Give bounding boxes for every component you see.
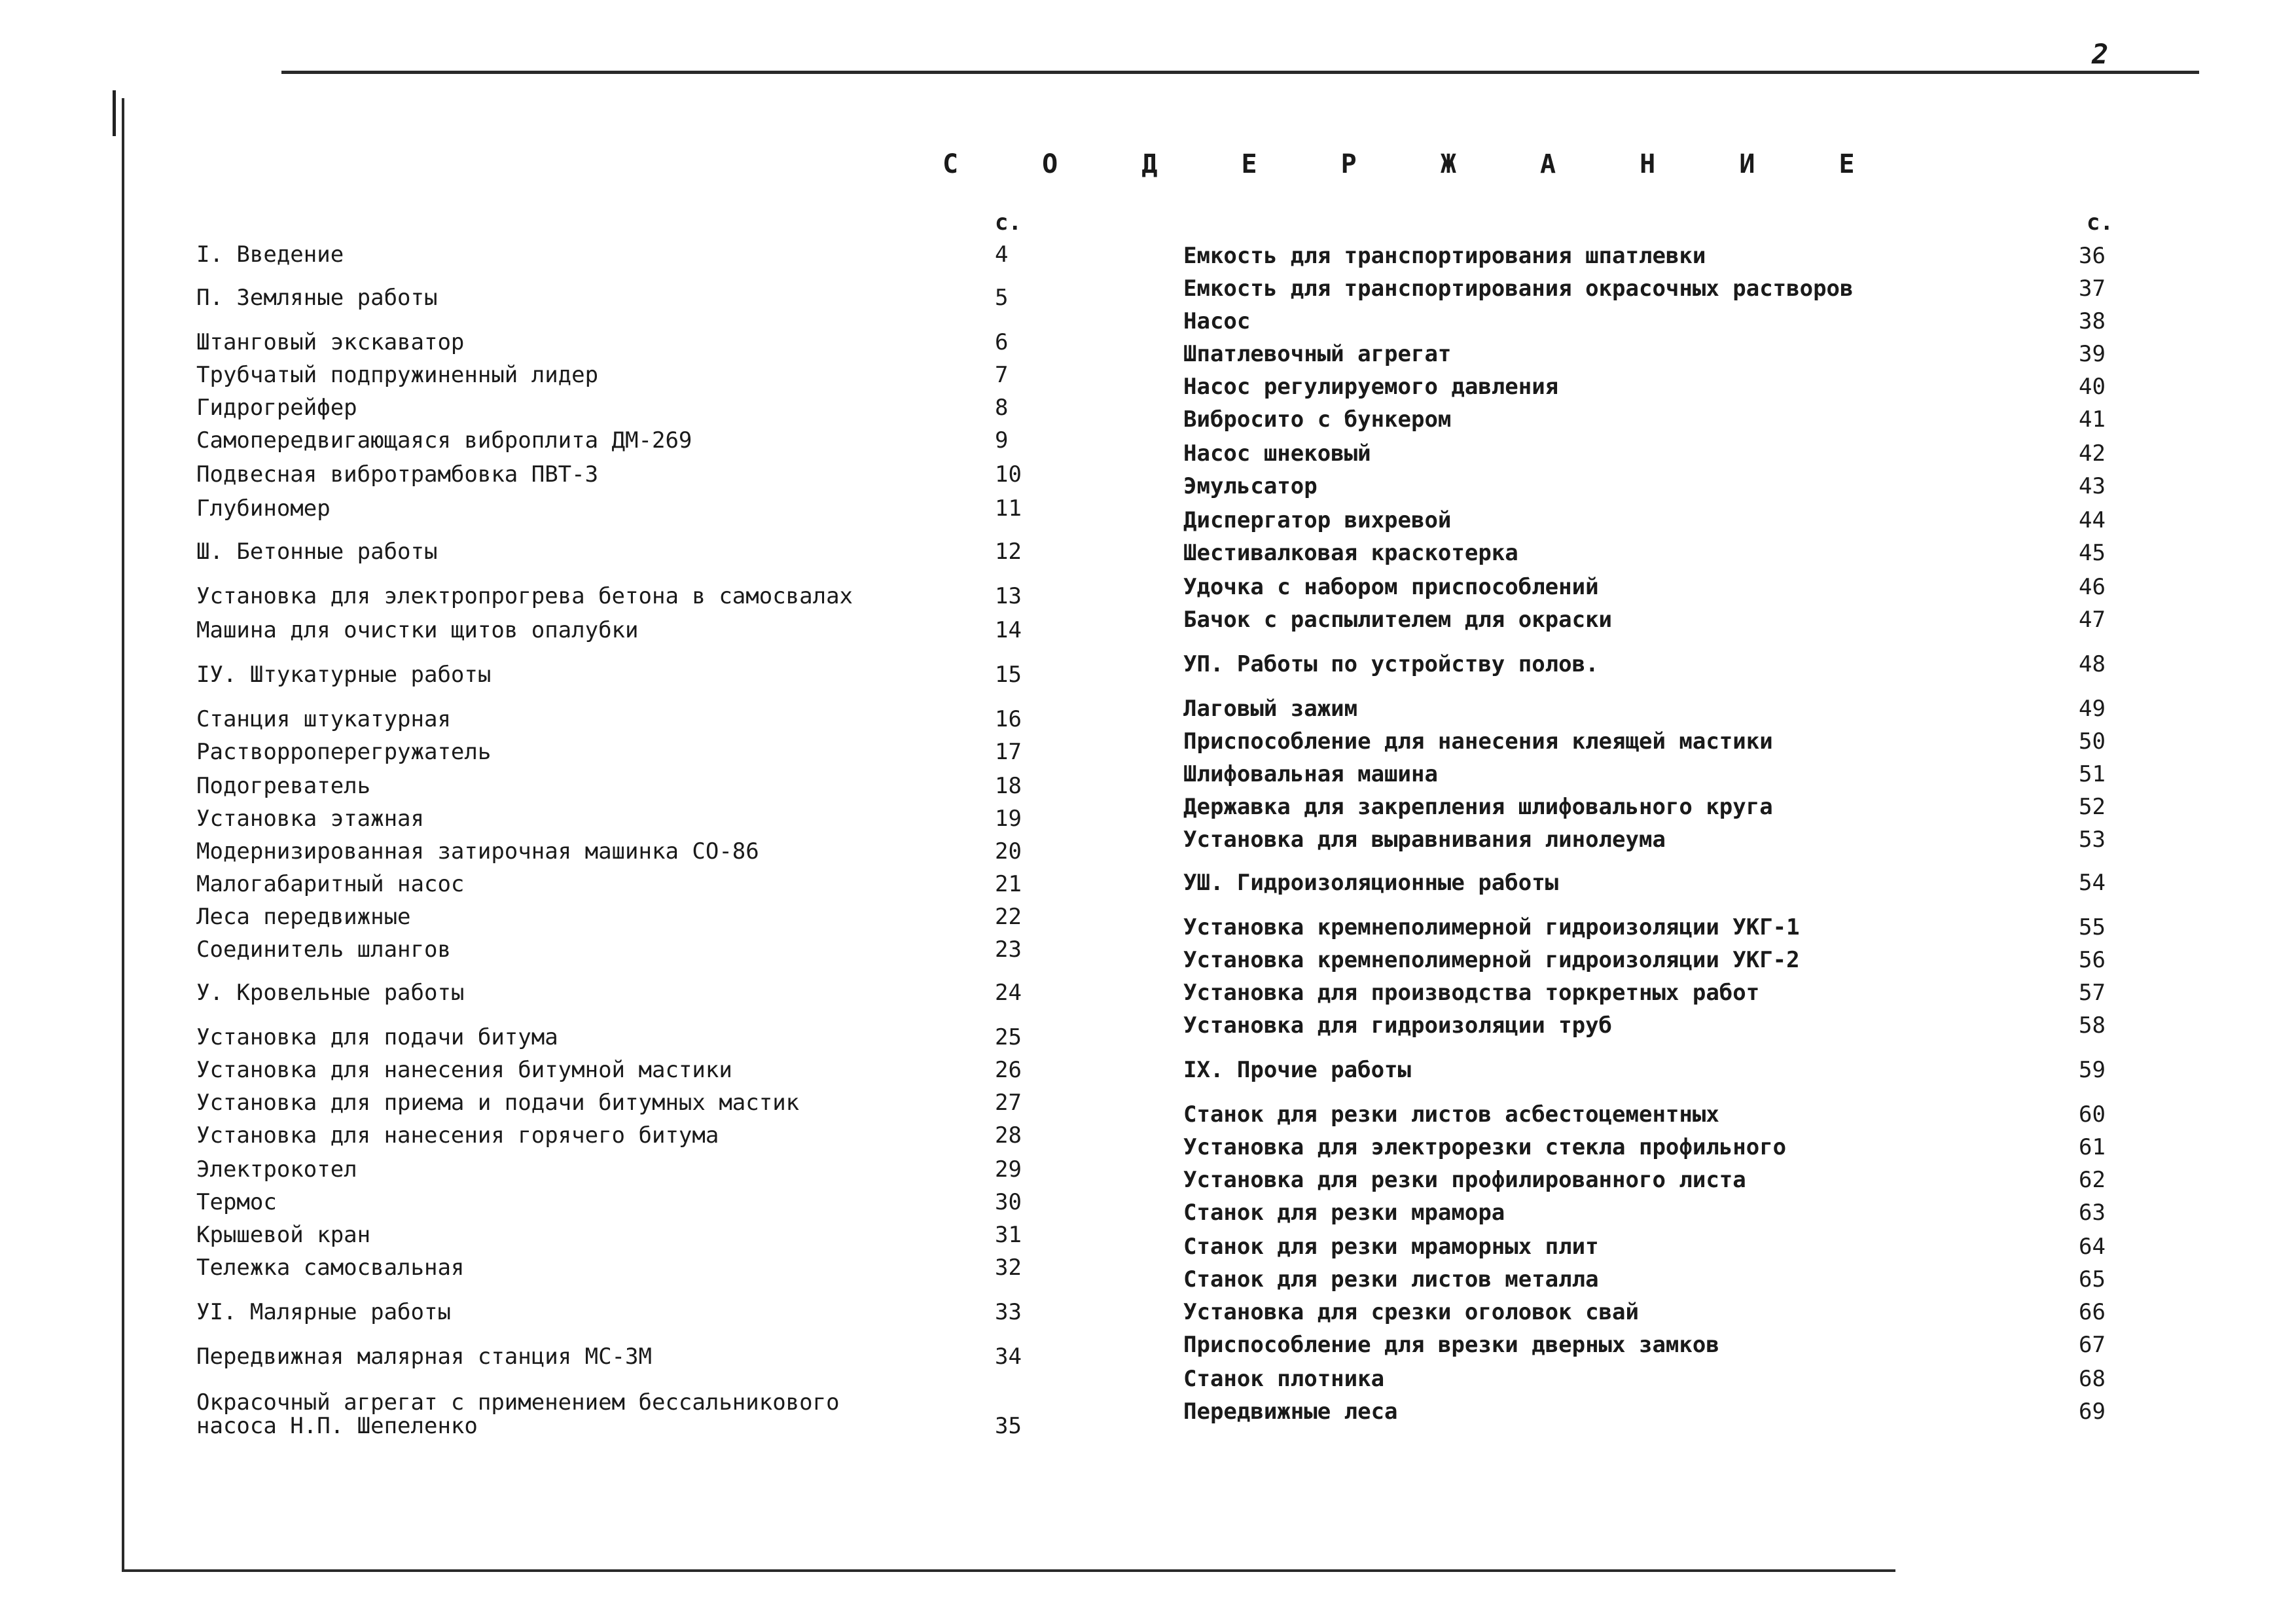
toc-entry-title: Диспергатор вихревой <box>1183 507 1452 533</box>
toc-entry-page: 30 <box>995 1189 1022 1215</box>
toc-entry-title: Станок для резки мрамора <box>1183 1200 1505 1226</box>
toc-entry-page: 36 <box>2079 243 2106 269</box>
toc-entry-page: 4 <box>995 241 1009 268</box>
toc-entry-title: У. Кровельные работы <box>196 980 465 1006</box>
toc-entry-page: 31 <box>995 1222 1022 1248</box>
toc-entry-page: 63 <box>2079 1200 2106 1226</box>
toc-entry-page: 65 <box>2079 1266 2106 1293</box>
toc-entry-page: 67 <box>2079 1332 2106 1358</box>
toc-entry-title: насоса Н.П. Шепеленко <box>196 1413 478 1439</box>
toc-entry-title: Емкость для транспортирования шпатлевки <box>1183 243 1706 269</box>
toc-entry-page: 53 <box>2079 827 2106 853</box>
toc-entry-title: Насос регулируемого давления <box>1183 374 1559 400</box>
toc-entry-title: Крышевой кран <box>196 1222 371 1248</box>
toc-entry-title: Установка для подачи битума <box>196 1024 558 1050</box>
toc-entry-title: Подвесная вибротрамбовка ПВТ-3 <box>196 461 599 488</box>
toc-entry-page: 45 <box>2079 540 2106 566</box>
toc-entry-page: 62 <box>2079 1167 2106 1193</box>
toc-entry-title: УI. Малярные работы <box>196 1299 451 1325</box>
toc-entry-title: Передвижная малярная станция МС-3М <box>196 1344 652 1370</box>
toc-entry-page: 5 <box>995 285 1009 311</box>
toc-entry-title: Термос <box>196 1189 277 1215</box>
toc-entry-page: 12 <box>995 539 1022 565</box>
toc-entry-title: Тележка самосвальная <box>196 1255 465 1281</box>
toc-entry-title: Установка кремнеполимерной гидроизоляции УКГ-2 <box>1183 947 1800 973</box>
toc-entry-page: 52 <box>2079 794 2106 820</box>
toc-entry-title: Растворроперегружатель <box>196 739 492 765</box>
toc-entry-page: 60 <box>2079 1101 2106 1128</box>
toc-entry-page: 56 <box>2079 947 2106 973</box>
toc-entry-page: 58 <box>2079 1012 2106 1039</box>
toc-entry-page: 18 <box>995 773 1022 799</box>
toc-entry-page: 42 <box>2079 440 2106 467</box>
toc-entry-title: Шестивалковая краскотерка <box>1183 540 1518 566</box>
toc-entry-title: Лаговый зажим <box>1183 696 1358 722</box>
toc-entry-title: Насос <box>1183 308 1251 334</box>
toc-entry-title: Электрокотел <box>196 1156 357 1183</box>
right-page-column-header: с. <box>2087 209 2113 236</box>
toc-entry-page: 59 <box>2079 1057 2106 1083</box>
toc-entry-title: Установка для резки профилированного листа <box>1183 1167 1746 1193</box>
toc-entry-title: Соединитель шлангов <box>196 936 451 963</box>
toc-entry-page: 40 <box>2079 374 2106 400</box>
toc-entry-page: 37 <box>2079 276 2106 302</box>
toc-entry-page: 57 <box>2079 980 2106 1006</box>
toc-entry-page: 43 <box>2079 473 2106 499</box>
toc-entry-title: Приспособление для нанесения клеящей мастики <box>1183 728 1773 755</box>
toc-entry-title: Самопередвигающаяся виброплита ДМ-269 <box>196 427 692 454</box>
toc-entry-title: Бачок с распылителем для окраски <box>1183 607 1613 633</box>
toc-entry-page: 6 <box>995 329 1009 355</box>
toc-entry-title: Установка этажная <box>196 806 424 832</box>
toc-entry-page: 68 <box>2079 1366 2106 1392</box>
margin-mark <box>113 90 116 136</box>
toc-entry-title: Гидрогрейфер <box>196 395 357 421</box>
toc-entry-page: 49 <box>2079 696 2106 722</box>
toc-entry-title: Установка для гидроизоляции труб <box>1183 1012 1613 1039</box>
toc-entry-page: 38 <box>2079 308 2106 334</box>
toc-entry-page: 14 <box>995 617 1022 643</box>
toc-entry-title: IX. Прочие работы <box>1183 1057 1411 1083</box>
toc-entry-page: 16 <box>995 706 1022 732</box>
toc-entry-title: Модернизированная затирочная машинка СО-86 <box>196 838 759 865</box>
toc-entry-page: 61 <box>2079 1134 2106 1160</box>
toc-entry-title: Установка для нанесения горячего битума <box>196 1122 719 1149</box>
toc-entry-title: Насос шнековый <box>1183 440 1371 467</box>
toc-entry-title: Установка для срезки оголовок свай <box>1183 1299 1639 1325</box>
toc-entry-title: Станок для резки мраморных плит <box>1183 1234 1599 1260</box>
toc-entry-title: Вибросито с бункером <box>1183 406 1452 433</box>
toc-entry-page: 35 <box>995 1413 1022 1439</box>
toc-entry-title: Удочка с набором приспособлений <box>1183 574 1599 600</box>
toc-entry-page: 34 <box>995 1344 1022 1370</box>
toc-entry-page: 66 <box>2079 1299 2106 1325</box>
toc-entry-page: 8 <box>995 395 1009 421</box>
toc-entry-title: Установка для электропрогрева бетона в самосвалах <box>196 583 853 609</box>
toc-entry-title: Шпатлевочный агрегат <box>1183 341 1452 367</box>
toc-entry-title: Станция штукатурная <box>196 706 451 732</box>
toc-entry-page: 23 <box>995 936 1022 963</box>
toc-entry-page: 32 <box>995 1255 1022 1281</box>
toc-entry-page: 50 <box>2079 728 2106 755</box>
toc-entry-page: 22 <box>995 904 1022 930</box>
toc-entry-page: 7 <box>995 362 1009 388</box>
toc-entry-page: 33 <box>995 1299 1022 1325</box>
toc-entry-title: П. Земляные работы <box>196 285 438 311</box>
bottom-rule <box>122 1569 1895 1572</box>
page-title: С О Д Е Р Ж А Н И Е <box>942 149 1889 179</box>
toc-entry-page: 51 <box>2079 761 2106 787</box>
toc-entry-title: Установка кремнеполимерной гидроизоляции УКГ-1 <box>1183 914 1800 940</box>
toc-entry-page: 69 <box>2079 1399 2106 1425</box>
page-number: 2 <box>2092 38 2109 70</box>
toc-entry-title: УП. Работы по устройству полов. <box>1183 651 1599 677</box>
toc-entry-page: 39 <box>2079 341 2106 367</box>
toc-entry-title: Малогабаритный насос <box>196 871 465 897</box>
toc-entry-page: 55 <box>2079 914 2106 940</box>
toc-entry-page: 11 <box>995 495 1022 522</box>
toc-entry-page: 10 <box>995 461 1022 488</box>
toc-entry-page: 46 <box>2079 574 2106 600</box>
toc-entry-page: 25 <box>995 1024 1022 1050</box>
toc-entry-title: Емкость для транспортирования окрасочных растворов <box>1183 276 1854 302</box>
toc-entry-page: 27 <box>995 1090 1022 1116</box>
toc-entry-title: Эмульсатор <box>1183 473 1318 499</box>
toc-entry-title: Штанговый экскаватор <box>196 329 465 355</box>
toc-entry-page: 20 <box>995 838 1022 865</box>
toc-entry-page: 9 <box>995 427 1009 454</box>
toc-entry-page: 54 <box>2079 870 2106 896</box>
toc-entry-title: Державка для закрепления шлифовального круга <box>1183 794 1773 820</box>
left-rule <box>122 98 124 1571</box>
toc-entry-title: Окрасочный агрегат с применением бессальникового <box>196 1389 840 1416</box>
toc-entry-title: Установка для электрорезки стекла профильного <box>1183 1134 1787 1160</box>
left-page-column-header: с. <box>995 209 1022 236</box>
top-rule <box>281 71 2199 74</box>
toc-entry-page: 44 <box>2079 507 2106 533</box>
toc-entry-page: 15 <box>995 662 1022 688</box>
toc-entry-title: Шлифовальная машина <box>1183 761 1438 787</box>
toc-entry-page: 24 <box>995 980 1022 1006</box>
toc-entry-page: 19 <box>995 806 1022 832</box>
toc-entry-page: 64 <box>2079 1234 2106 1260</box>
toc-entry-page: 28 <box>995 1122 1022 1149</box>
toc-entry-title: Передвижные леса <box>1183 1399 1398 1425</box>
toc-entry-title: Установка для приема и подачи битумных мастик <box>196 1090 800 1116</box>
toc-entry-title: Установка для выравнивания линолеума <box>1183 827 1666 853</box>
toc-entry-title: I. Введение <box>196 241 344 268</box>
toc-entry-title: Ш. Бетонные работы <box>196 539 438 565</box>
toc-entry-page: 21 <box>995 871 1022 897</box>
toc-entry-title: IУ. Штукатурные работы <box>196 662 492 688</box>
toc-entry-title: Станок для резки листов металла <box>1183 1266 1599 1293</box>
toc-entry-title: Установка для производства торкретных работ <box>1183 980 1760 1006</box>
toc-entry-title: Леса передвижные <box>196 904 411 930</box>
toc-entry-page: 29 <box>995 1156 1022 1183</box>
toc-entry-title: Глубиномер <box>196 495 331 522</box>
toc-entry-page: 48 <box>2079 651 2106 677</box>
toc-entry-title: УШ. Гидроизоляционные работы <box>1183 870 1559 896</box>
toc-entry-title: Подогреватель <box>196 773 371 799</box>
toc-entry-title: Станок для резки листов асбестоцементных <box>1183 1101 1719 1128</box>
toc-entry-page: 41 <box>2079 406 2106 433</box>
toc-entry-title: Трубчатый подпружиненный лидер <box>196 362 599 388</box>
toc-entry-page: 13 <box>995 583 1022 609</box>
toc-entry-title: Машина для очистки щитов опалубки <box>196 617 639 643</box>
toc-entry-title: Установка для нанесения битумной мастики <box>196 1057 732 1083</box>
toc-entry-title: Станок плотника <box>1183 1366 1385 1392</box>
toc-entry-page: 47 <box>2079 607 2106 633</box>
toc-entry-title: Приспособление для врезки дверных замков <box>1183 1332 1719 1358</box>
toc-entry-page: 17 <box>995 739 1022 765</box>
toc-entry-page: 26 <box>995 1057 1022 1083</box>
